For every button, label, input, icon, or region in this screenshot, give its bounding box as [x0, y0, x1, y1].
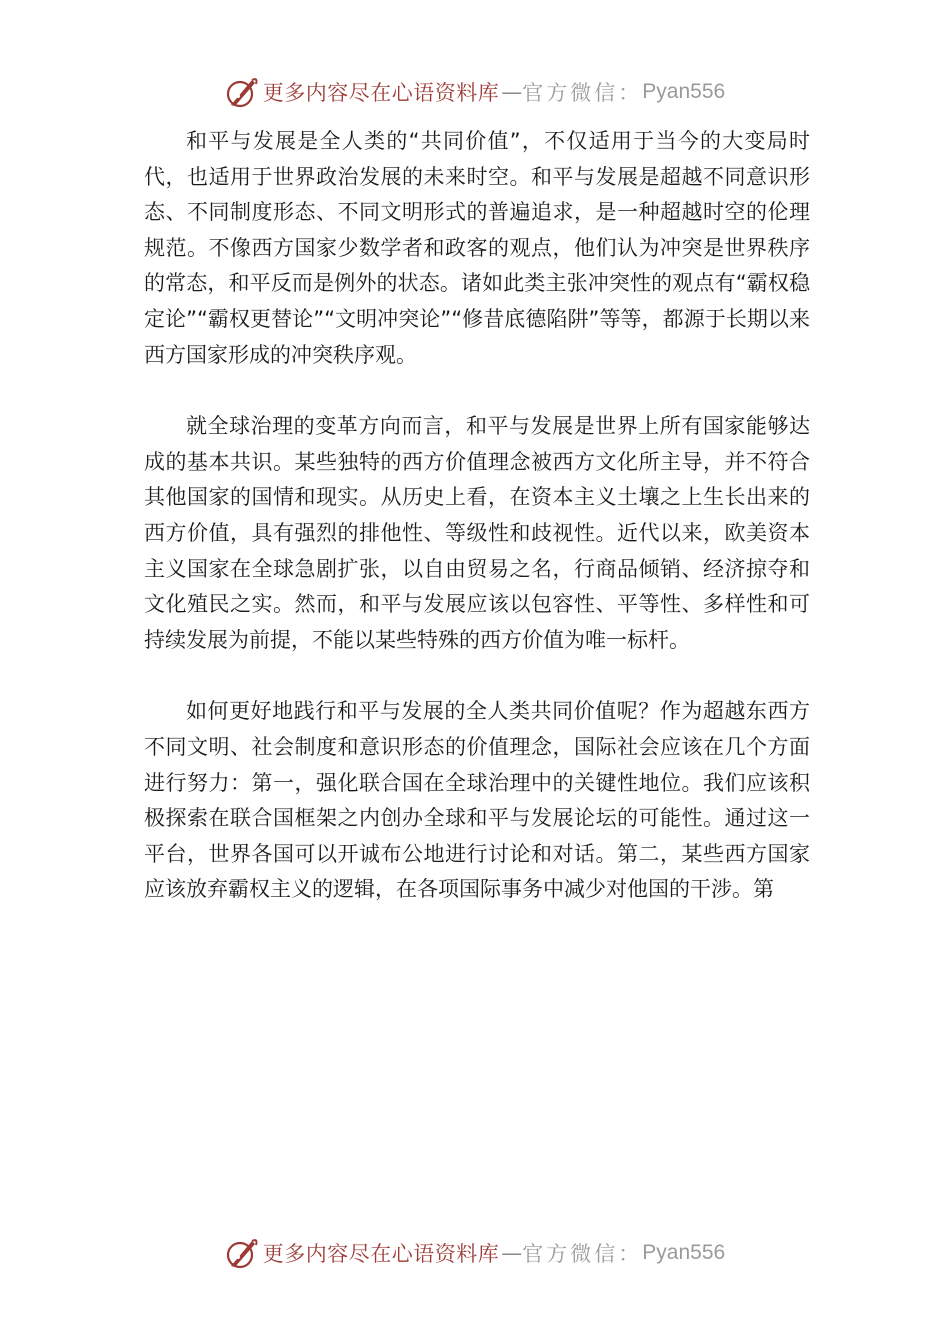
- wechat-label: 官方微信：: [522, 81, 643, 105]
- banner-separator: —: [501, 80, 521, 104]
- wechat-label: 官方微信：: [522, 1242, 643, 1266]
- wechat-id: Pyan556: [642, 1241, 726, 1264]
- banner-separator: —: [501, 1241, 521, 1265]
- header-banner: [0, 70, 950, 114]
- paragraph-3: 如何更好地践行和平与发展的全人类共同价值呢？作为超越东西方不同文明、社会制度和意识形态的价值理念，国际社会应该在几个方面进行努力：第一，强化联合国在全球治理中的关键性地位。我们应该积极探索在联合国框架之内创办全球和平与发展论坛的可能性。通过这一平台，世界各国可以开诚布公地进行讨论和对话。第二，某些西方国家应该放弃霸权主义的逻辑，在各项国际事务中减少对他国的干涉。第: [144, 699, 810, 902]
- promo-text: 更多内容尽在心语资料库: [262, 81, 500, 105]
- paragraph-1: 和平与发展是全人类的“共同价值”，不仅适用于当今的大变局时代，也适用于世界政治发展的未来时空。和平与发展是超越不同意识形态、不同制度形态、不同文明形式的普遍追求，是一种超越时空的伦理规范。不像西方国家少数学者和政客的观点，他们认为冲突是世界秩序的常态，和平反而是例外的状态。诸如此类主张冲突性的观点有“霸权稳定论”“霸权更替论”“文明冲突论”“修昔底德陷阱”等等，都源于长期以来西方国家形成的冲突秩序观。: [144, 129, 810, 367]
- promo-text: 更多内容尽在心语资料库: [262, 1242, 500, 1266]
- article-body: [144, 124, 810, 944]
- footer-banner: [0, 1231, 950, 1275]
- paragraph-2: 就全球治理的变革方向而言，和平与发展是世界上所有国家能够达成的基本共识。某些独特的西方价值理念被西方文化所主导，并不符合其他国家的国情和现实。从历史上看，在资本主义土壤之上生长出来的西方价值，具有强烈的排他性、等级性和歧视性。近代以来，欧美资本主义国家在全球急剧扩张，以自由贸易之名，行商品倾销、经济掠夺和文化殖民之实。然而，和平与发展应该以包容性、平等性、多样性和可持续发展为前提，不能以某些特殊的西方价值为唯一标杆。: [144, 414, 810, 652]
- quill-pen-logo-icon: [225, 1236, 259, 1270]
- quill-pen-logo-icon: [225, 75, 259, 109]
- wechat-id: Pyan556: [642, 80, 726, 103]
